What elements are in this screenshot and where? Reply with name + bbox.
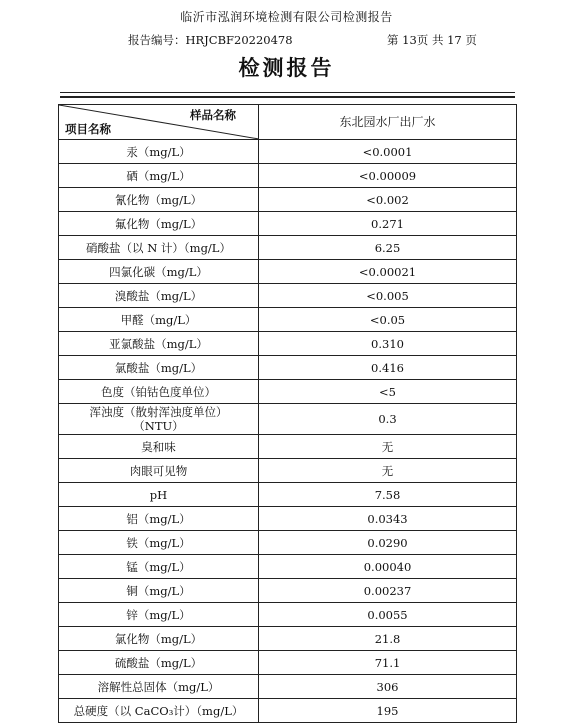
item-name: 硫酸盐（mg/L）	[114, 655, 203, 670]
result-value-cell: 0.310	[259, 332, 517, 356]
table-row	[59, 531, 517, 555]
table-row	[59, 404, 517, 435]
page-info: 第 13页 共 17 页	[387, 33, 477, 47]
item-name-cell	[59, 188, 259, 212]
sample-name-label: 样品名称	[190, 108, 236, 122]
item-name: 浑浊度（散射浑浊度单位）	[89, 405, 228, 419]
result-value-cell: 0.0290	[259, 531, 517, 555]
results-table	[58, 104, 517, 723]
divider	[60, 92, 515, 93]
result-value-cell: 6.25	[259, 236, 517, 260]
item-name-cell	[59, 380, 259, 404]
item-name: 氯酸盐（mg/L）	[114, 360, 203, 375]
item-name-cell	[59, 483, 259, 507]
result-value-cell: 7.58	[259, 483, 517, 507]
item-name-cell	[59, 699, 259, 723]
item-name-cell	[59, 579, 259, 603]
table-row	[59, 603, 517, 627]
item-name: 铁（mg/L）	[126, 535, 191, 550]
result-value-cell: 0.00237	[259, 579, 517, 603]
table-row	[59, 555, 517, 579]
item-name-cell	[59, 627, 259, 651]
table-header-row	[59, 105, 517, 140]
item-name-cell	[59, 212, 259, 236]
item-name-cell	[59, 531, 259, 555]
item-name-cell	[59, 140, 259, 164]
result-value-cell: <0.00009	[259, 164, 517, 188]
item-name-unit: （NTU）	[133, 419, 184, 433]
table-row	[59, 579, 517, 603]
item-name: 铜（mg/L）	[126, 583, 191, 598]
item-name-cell	[59, 435, 259, 459]
result-value-cell: 21.8	[259, 627, 517, 651]
item-name-cell	[59, 555, 259, 579]
sample-name-header: 东北园水厂出厂水	[259, 105, 517, 140]
item-name-cell	[59, 651, 259, 675]
result-value-cell: 0.3	[259, 404, 517, 435]
table-row	[59, 212, 517, 236]
item-name-cell	[59, 308, 259, 332]
item-name-cell	[59, 164, 259, 188]
item-name: 肉眼可见物	[129, 463, 188, 478]
item-name-cell	[59, 603, 259, 627]
result-value-cell: 71.1	[259, 651, 517, 675]
result-value-cell: 0.00040	[259, 555, 517, 579]
result-value-cell: <0.00021	[259, 260, 517, 284]
item-name-cell	[59, 459, 259, 483]
item-name: 亚氯酸盐（mg/L）	[109, 336, 208, 351]
result-value-cell: <5	[259, 380, 517, 404]
item-name: 溴酸盐（mg/L）	[114, 288, 203, 303]
result-value-cell: 306	[259, 675, 517, 699]
table-body	[59, 140, 517, 723]
table-row	[59, 507, 517, 531]
table-row	[59, 236, 517, 260]
result-value-cell: <0.05	[259, 308, 517, 332]
result-value-cell: 0.416	[259, 356, 517, 380]
item-name: 硒（mg/L）	[126, 168, 191, 183]
table-row	[59, 164, 517, 188]
table-row	[59, 699, 517, 723]
item-name-cell	[59, 260, 259, 284]
item-name: 甲醛（mg/L）	[120, 312, 197, 327]
result-value-cell: 无	[259, 459, 517, 483]
item-name: 汞（mg/L）	[126, 144, 191, 159]
table-row	[59, 332, 517, 356]
report-number: 报告编号：HRJCBF20220478	[128, 33, 293, 47]
table-row	[59, 308, 517, 332]
table-row	[59, 627, 517, 651]
result-value-cell: <0.0001	[259, 140, 517, 164]
result-value-cell: 无	[259, 435, 517, 459]
table-row	[59, 260, 517, 284]
company-header: 临沂市泓润环境检测有限公司检测报告	[180, 10, 393, 24]
item-name: 色度（铂钴色度单位）	[101, 384, 216, 399]
table-row	[59, 188, 517, 212]
result-value-cell: <0.002	[259, 188, 517, 212]
result-value-cell: 195	[259, 699, 517, 723]
item-name: 锌（mg/L）	[126, 607, 191, 622]
item-name: 溶解性总固体（mg/L）	[97, 679, 220, 694]
item-name-cell	[59, 356, 259, 380]
item-name: 锰（mg/L）	[126, 559, 191, 574]
table-row	[59, 356, 517, 380]
item-name: 氟化物（mg/L）	[114, 216, 203, 231]
item-name-cell	[59, 507, 259, 531]
item-name-cell	[59, 675, 259, 699]
item-name-label: 项目名称	[65, 122, 111, 136]
table-row	[59, 140, 517, 164]
table-row	[59, 651, 517, 675]
item-name-cell	[59, 404, 259, 435]
item-name-cell	[59, 332, 259, 356]
item-name: 臭和味	[141, 439, 176, 454]
result-value-cell: 0.0343	[259, 507, 517, 531]
item-name: 氯化物（mg/L）	[114, 631, 203, 646]
table-row	[59, 380, 517, 404]
item-name-cell	[59, 236, 259, 260]
item-name: pH	[149, 487, 168, 502]
divider	[60, 96, 515, 98]
diagonal-header-cell	[59, 105, 259, 140]
result-value-cell: 0.271	[259, 212, 517, 236]
table-row	[59, 483, 517, 507]
item-name-cell	[59, 284, 259, 308]
item-name: 硝酸盐（以 N 计）（mg/L）	[86, 240, 231, 255]
item-name: 氰化物（mg/L）	[114, 192, 203, 207]
item-name: 四氯化碳（mg/L）	[109, 264, 208, 279]
table-row	[59, 459, 517, 483]
item-name: 铝（mg/L）	[126, 511, 191, 526]
result-value-cell: 0.0055	[259, 603, 517, 627]
result-value-cell: <0.005	[259, 284, 517, 308]
table-row	[59, 675, 517, 699]
table-row	[59, 284, 517, 308]
table-row	[59, 435, 517, 459]
item-name: 总硬度（以 CaCO₃计）（mg/L）	[73, 703, 244, 718]
page-title: 检测报告	[238, 56, 335, 80]
